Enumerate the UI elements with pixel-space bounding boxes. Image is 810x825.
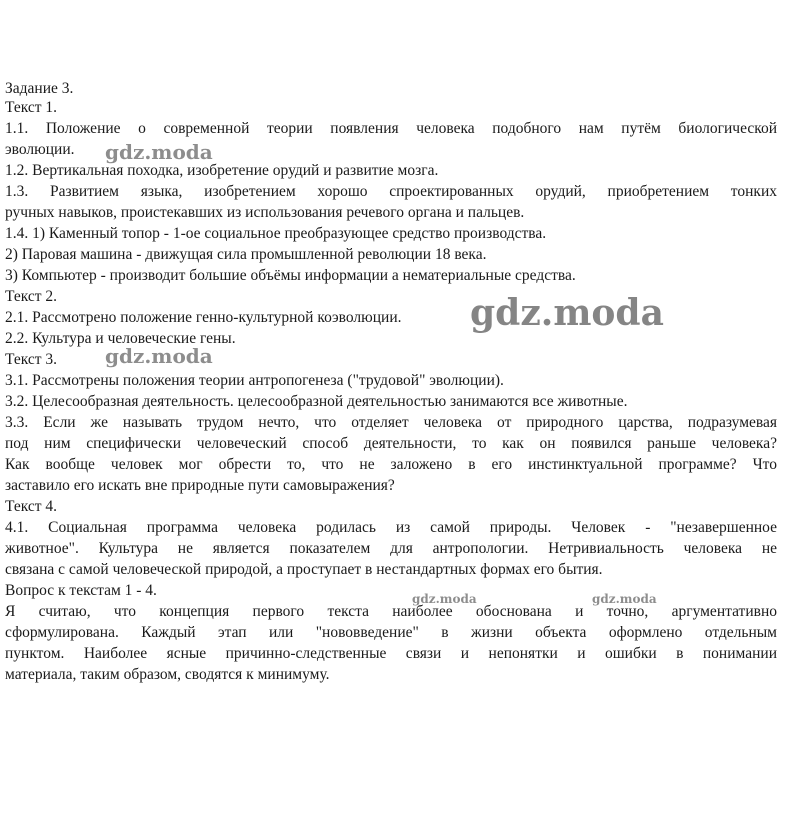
watermark: gdz.moda [470,292,664,334]
watermark: gdz.moda [105,344,213,368]
watermark: gdz.moda [412,592,477,606]
question-heading: Вопрос к текстам 1 - 4. [5,582,157,599]
watermark: gdz.moda [105,140,213,164]
text-line: Как вообще человек мог обрести то, что не заложено в его инстинктуальной программе? Что [5,456,777,473]
text-1-heading: Текст 1. [5,99,58,116]
answer-line: пунктом. Наиболее ясные причинно-следственные связи и непонятки и ошибки в понимании [5,645,777,662]
watermark: gdz.moda [592,592,657,606]
answer-line: Я считаю, что концепция первого текста наиболее обоснована и точно, аргументативно [5,603,777,620]
text-line: 2) Паровая машина - движущая сила промышленной революции 18 века. [5,246,487,263]
text-line: 2.1. Рассмотрено положение генно-культурной коэволюции. [5,309,402,326]
text-line: 3) Компьютер - производит большие объёмы информации а нематериальные средства. [5,267,576,284]
text-line: 3.1. Рассмотрены положения теории антропогенеза ("трудовой" эволюции). [5,372,504,389]
text-line: 1.2. Вертикальная походка, изобретение орудий и развитие мозга. [5,162,439,179]
text-2-heading: Текст 2. [5,288,58,305]
answer-line: сформулирована. Каждый этап или "нововведение" в жизни объекта оформлено отдельным [5,624,777,641]
text-3-heading: Текст 3. [5,351,58,368]
text-line: ручных навыков, проистекавших из использования речевого органа и пальцев. [5,204,525,221]
text-line: 3.2. Целесообразная деятельность. целесообразной деятельностью занимаются все животные. [5,393,628,410]
task-heading: Задание 3. [5,80,74,97]
text-line: под ним специфически человеческий способ деятельности, то как он появился раньше человека? [5,435,777,452]
answer-line: материала, таким образом, сводятся к минимуму. [5,666,330,683]
text-line: 2.2. Культура и человеческие гены. [5,330,236,347]
text-line: связана с самой человеческой природой, а проступает в нестандартных формах его бытия. [5,561,603,578]
text-line: эволюции. [5,141,75,158]
text-line: животное". Культура не является показателем для антропологии. Нетривиальность человека не [5,540,777,557]
text-line: 1.1. Положение о современной теории появления человека подобного нам путём биологической [5,120,777,137]
text-line: заставило его искать вне природные пути самовыражения? [5,477,395,494]
text-line: 1.4. 1) Каменный топор - 1-ое социальное преобразующее средство производства. [5,225,547,242]
text-line: 1.3. Развитием языка, изобретением хорошо спроектированных орудий, приобретением тонких [5,183,777,200]
text-4-heading: Текст 4. [5,498,58,515]
text-line: 3.3. Если же называть трудом нечто, что отделяет человека от природного царства, подразумевая [5,414,777,431]
text-line: 4.1. Социальная программа человека родилась из самой природы. Человек - "незавершенное [5,519,777,536]
